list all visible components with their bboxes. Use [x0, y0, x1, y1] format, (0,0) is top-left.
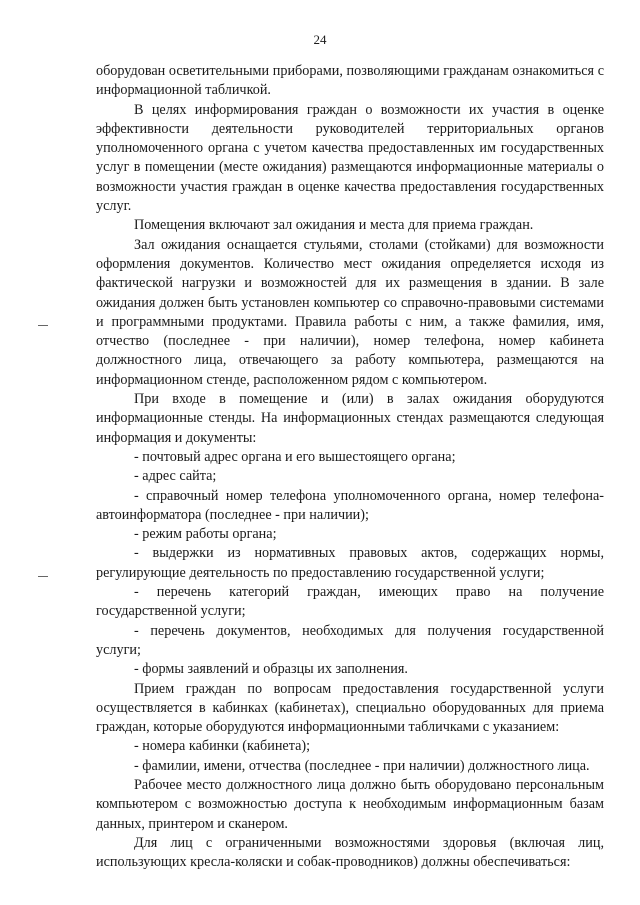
list-item: - фамилии, имени, отчества (последнее - при наличии) должностного лица. — [134, 757, 590, 774]
list-item: - выдержки из нормативных правовых актов, содержащих нормы, регулирующие деятельность по предоставлению государственной услуги; — [96, 545, 604, 581]
list-item: - режим работы органа; — [134, 526, 277, 543]
paragraph: Рабочее место должностного лица должно быть оборудовано персональным компьютером с возможностью доступа к необходимым информационным базам данных, принтером и сканером. — [96, 776, 604, 832]
list-item: - перечень документов, необходимых для получения государственной услуги; — [96, 622, 604, 658]
margin-mark — [38, 576, 48, 577]
list-item: - почтовый адрес органа и его вышестоящего органа; — [134, 448, 456, 465]
list-item: - номера кабинки (кабинета); — [134, 738, 311, 755]
margin-mark — [38, 325, 48, 326]
document-body — [96, 62, 604, 872]
paragraph: оборудован осветительными приборами, позволяющими гражданам ознакомиться с информационной табличкой. — [96, 63, 604, 99]
page-number: 24 — [313, 32, 327, 47]
paragraph: В целях информирования граждан о возможности их участия в оценке эффективности деятельности руководителей территориальных органов уполномоченного органа с учетом качества предоставленных им государственных услуг в помещении (месте ожидания) размещаются информационные материалы о возможности участия граждан в оценке качества предоставления государственных услуг. — [96, 101, 604, 215]
paragraph: При входе в помещение и (или) в залах ожидания оборудуются информационные стенды. На информационных стендах размещаются следующая информация и документы: — [96, 391, 604, 446]
list-item: - формы заявлений и образцы их заполнения. — [134, 661, 408, 678]
paragraph: Прием граждан по вопросам предоставления государственной услуги осуществляется в кабинках (кабинетах), специально оборудованных для приема граждан, которые оборудуются информационными табличками с указанием: — [96, 680, 604, 736]
paragraph: Помещения включают зал ожидания и места для приема граждан. — [134, 217, 534, 234]
list-item: - адрес сайта; — [134, 468, 217, 485]
paragraph: Для лиц с ограниченными возможностями здоровья (включая лиц, использующих кресла-коляски и собак-проводников) должны обеспечиваться: — [96, 834, 604, 871]
list-item: - перечень категорий граждан, имеющих право на получение государственной услуги; — [96, 584, 604, 620]
paragraph: Зал ожидания оснащается стульями, столами (стойками) для возможности оформления документов. Количество мест ожидания определяется исходя из фактической нагрузки и возможностей для их размещения в здании. В зале ожидания должен быть установлен компьютер со справочно-правовыми системами и программными продуктами. Правила работы с ним, а также фамилия, имя, отчество (последнее - при наличии), номер телефона, номер кабинета должностного лица, отвечающего за работу компьютера, размещаются на информационном стенде, расположенном рядом с компьютером. — [96, 236, 604, 388]
list-item: - справочный номер телефона уполномоченного органа, номер телефона-автоинформатора (последнее - при наличии); — [96, 487, 604, 523]
